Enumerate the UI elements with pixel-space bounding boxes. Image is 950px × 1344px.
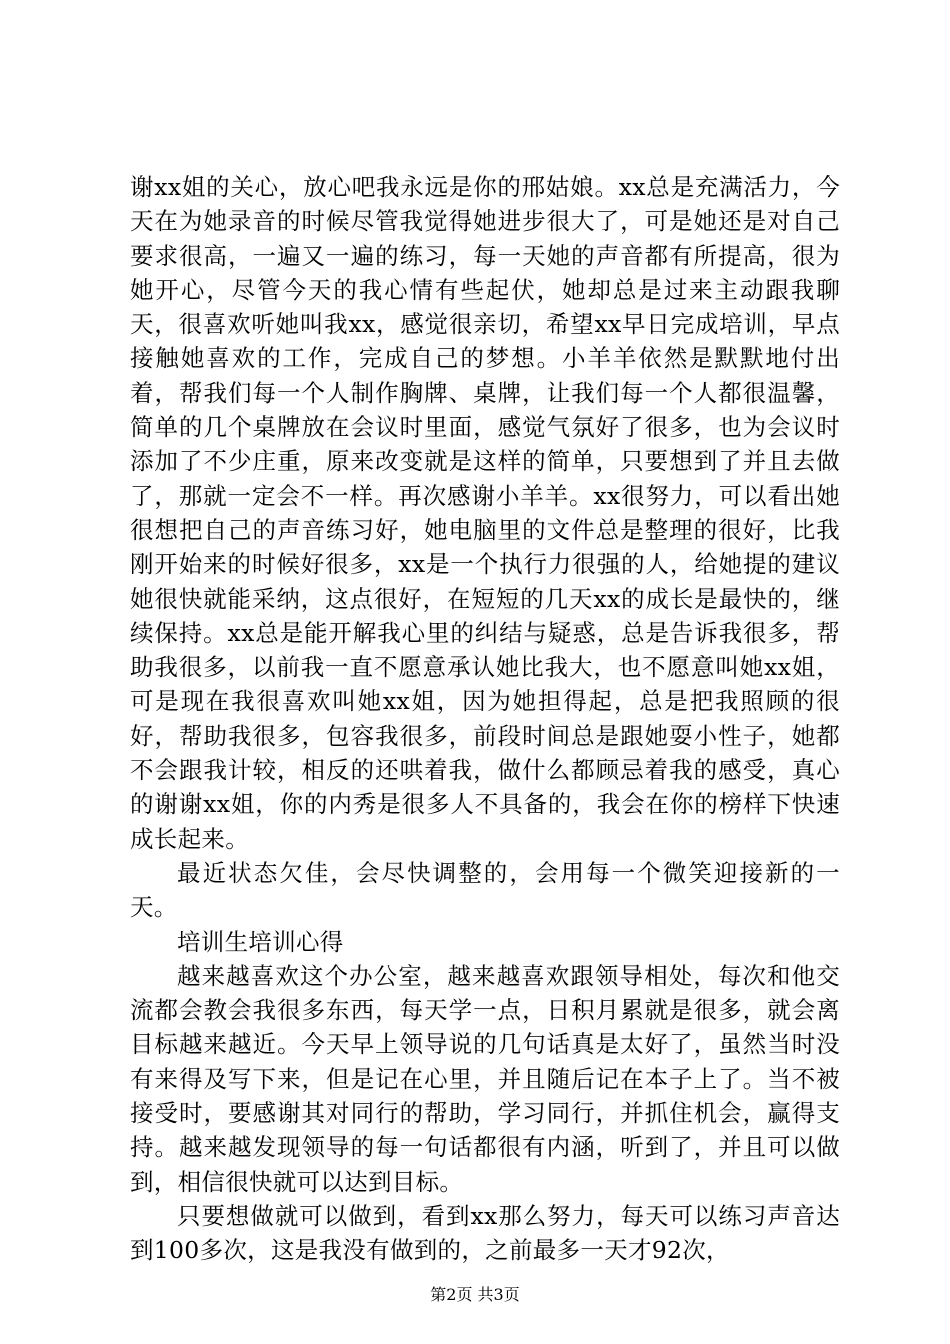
page-footer: 第2页 共3页 xyxy=(430,1285,520,1304)
paragraph-status: 最近状态欠佳，会尽快调整的，会用每一个微笑迎接新的一天。 xyxy=(130,858,840,922)
section-heading: 培训生培训心得 xyxy=(177,927,344,956)
paragraph-continued: 谢xx姐的关心，放心吧我永远是你的邢姑娘。xx总是充满活力，今天在为她录音的时候尽管我觉得她进步很大了，可是她还是对自己要求很高，一遍又一遍的练习，每一天她的声音都有所提高，很为她开心，尽管今天的我心情有些起伏，她却总是过来主动跟我聊天，很喜欢听她叫我xx，感觉很亲切，希望xx早日完成培训，早点接触她喜欢的工作，完成自己的梦想。小羊羊依然是默默地付出着，帮我们每一个人制作胸牌、桌牌，让我们每一个人都很温馨，简单的几个桌牌放在会议时里面，感觉气氛好了很多，也为会议时添加了不少庄重，原来改变就是这样的简单，只要想到了并且去做了，那就一定会不一样。再次感谢小羊羊。xx很努力，可以看出她很想把自己的声音练习好，她电脑里的文件总是整理的很好，比我刚开始来的时候好很多，xx是一个执行力很强的人，给她提的建议她很快就能采纳，这点很好，在短短的几天xx的成长是最快的，继续保持。xx总是能开解我心里的纠结与疑惑，总是告诉我很多，帮助我很多，以前我一直不愿意承认她比我大，也不愿意叫她xx姐，可是现在我很喜欢叫她xx姐，因为她担得起，总是把我照顾的很好，帮助我很多，包容我很多，前段时间总是跟她耍小性子，她都不会跟我计较，相反的还哄着我，做什么都顾忌着我的感受，真心的谢谢xx姐，你的内秀是很多人不具备的，我会在你的榜样下快速成长起来。 xyxy=(130,173,840,853)
paragraph-office: 越来越喜欢这个办公室，越来越喜欢跟领导相处，每次和他交流都会教会我很多东西，每天学一点，日积月累就是很多，就会离目标越来越近。今天早上领导说的几句话真是太好了，虽然当时没有来得及写下来，但是记在心里，并且随后记在本子上了。当不被接受时，要感谢其对同行的帮助，学习同行，并抓住机会，赢得支持。越来越发现领导的每一句话都很有内涵，听到了，并且可以做到，相信很快就可以达到目标。 xyxy=(130,961,840,1196)
document-body xyxy=(130,170,840,1268)
paragraph-practice: 只要想做就可以做到，看到xx那么努力，每天可以练习声音达到100多次，这是我没有做到的，之前最多一天才92次， xyxy=(130,1201,840,1265)
